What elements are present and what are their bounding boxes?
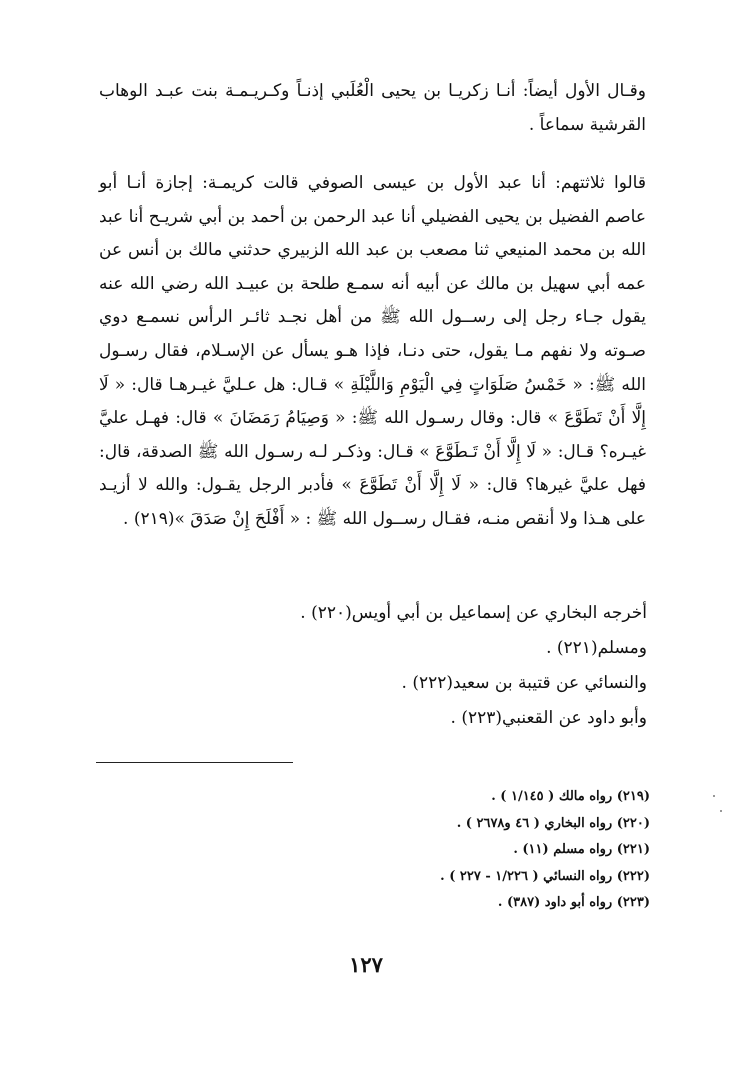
source-line: والنسائي عن قتيبة بن سعيد(٢٢٢) . — [401, 673, 647, 693]
footnote: (٢٢٢) رواه النسائي ( ١/٢٢٦ - ٢٢٧ ) . — [440, 868, 650, 884]
source-line: أخرجه البخاري عن إسماعيل بن أبي أويس(٢٢٠) . — [300, 603, 647, 623]
source-line: وأبو داود عن القعنبي(٢٢٣) . — [450, 708, 647, 728]
footnote: (٢١٩) رواه مالك ( ١/١٤٥ ) . — [491, 789, 650, 804]
source-line: ومسلم(٢٢١) . — [546, 638, 647, 658]
scan-speck — [720, 810, 722, 812]
scan-speck — [713, 795, 715, 797]
footnote-divider — [96, 762, 293, 763]
footnotes — [440, 784, 650, 917]
footnote: (٢٢٣) رواه أبو داود (٣٨٧) . — [497, 895, 650, 910]
main-paragraph-1: وقـال الأول أيضاً: أنـا زكريـا بن يحيى الْعُلَبي إذنـاً وكـريـمـة بنت عبـد الوهاب القرشية سماعاً . — [99, 81, 646, 135]
footnote: (٢٢٠) رواه البخاري ( ٤٦ و٢٦٧٨ ) . — [456, 815, 650, 831]
page-number: ١٢٧ — [349, 952, 383, 977]
hadith-sources — [300, 596, 647, 736]
footnote: (٢٢١) رواه مسلم (١١) . — [513, 842, 650, 857]
main-paragraph-2: قالوا ثلاثتهم: أنا عبد الأول بن عيسى الصوفي قالت كريمـة: إجازة أنـا أبو عاصم الفضيل بن يحيى الفضيلي أنا عبد الرحمن بن أحمد بن أبي شريـح أنا عبد الله بن محمد المنيعي ثنا مصعب بن عبد الله الزبيري حدثني مالك بن أنس عن عمه أبي سهيل بن مالك عن أبيه أنه سمـع طلحة بن عبيـد الله رضي الله عنه يقول جـاء رجل إلى رســول الله ﷺ من أهل نجـد ثائـر الرأس نسمـع دوي صـوته ولا نفهم مـا يقول، حتى دنـا، فإذا هـو يسأل عن الإسـلام، فقال رسـول الله ﷺ: « خَمْسُ صَلَوَاتٍ فِي الْيَوْمِ وَاللَّيْلَةِ » قـال: هل عـليَّ غيـرهـا قال: « لَا إِلَّا أَنْ تَطَوَّعَ » قال: وقال رسـول الله ﷺ: « وَصِيَامُ رَمَضَانَ » قال: فهـل عليَّ غيـره؟ قـال: « لَا إِلَّا أَنْ تَـطَوَّعَ » قـال: وذكـر لـه رسـول الله ﷺ الصدقة، قال: فهل عليَّ غيرها؟ قال: « لَا إِلَّا أَنْ تَطَوَّعَ » فأدبر الرجل يقـول: والله لا أزيـد على هـذا ولا أنقص منـه، فقـال رســول الله ﷺ : « أَفْلَحَ إِنْ صَدَقَ »(٢١٩) . — [99, 173, 646, 529]
